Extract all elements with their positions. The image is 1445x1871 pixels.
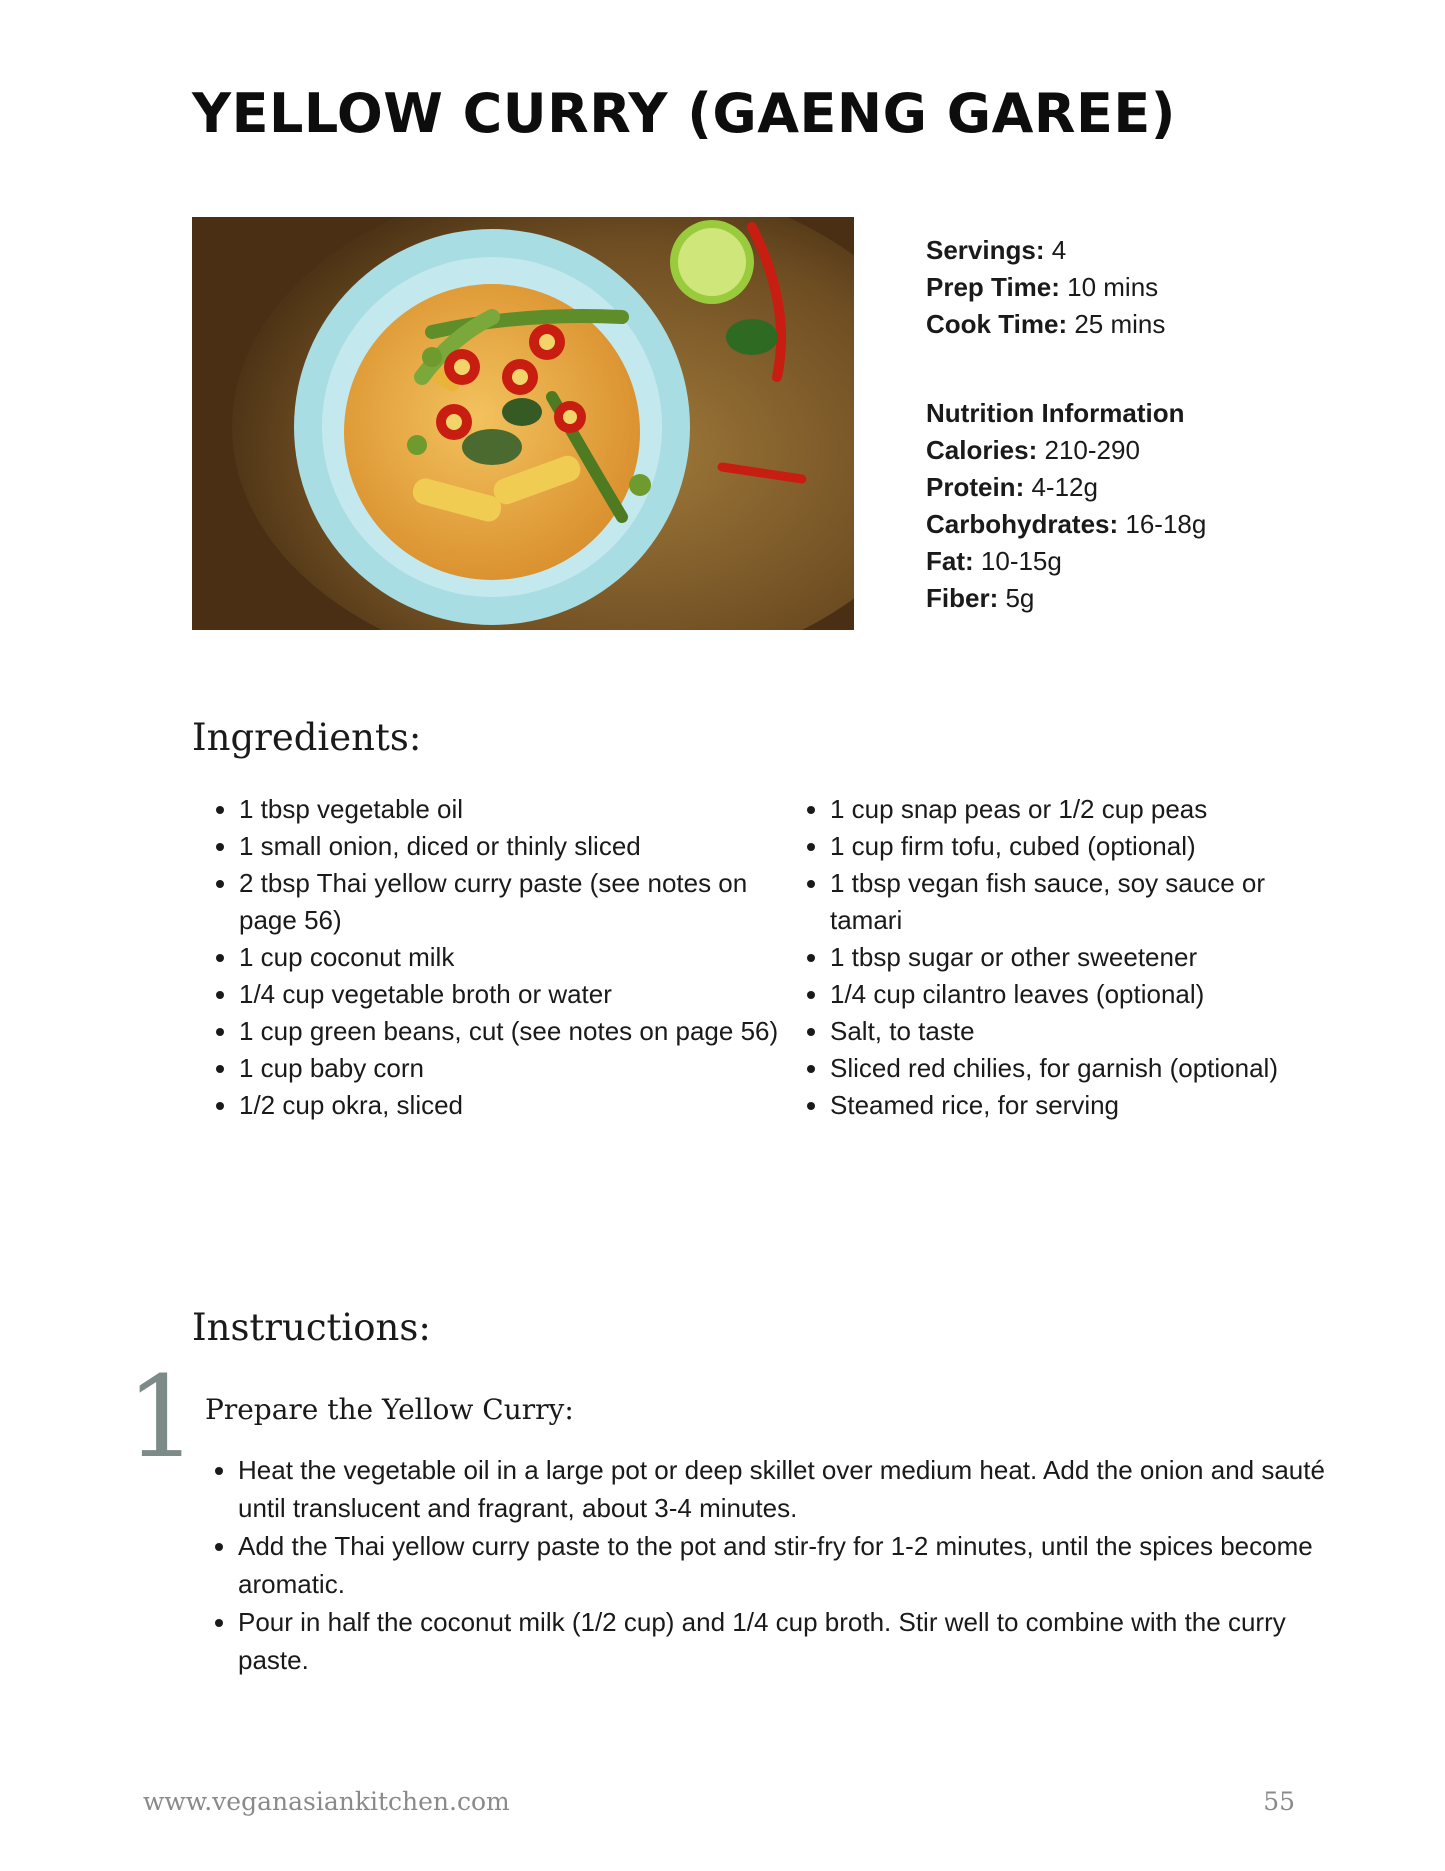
protein-value: 4-12g	[1024, 472, 1098, 502]
fat-row	[926, 543, 1206, 580]
carbohydrates-label: Carbohydrates:	[926, 509, 1119, 539]
ingredients-heading: Ingredients:	[192, 716, 422, 759]
prep-time-label: Prep Time:	[926, 272, 1060, 302]
fiber-label: Fiber:	[926, 583, 999, 613]
step-number: 1	[126, 1353, 198, 1483]
list-item: • 1 tbsp sugar or other sweetener	[830, 939, 1310, 976]
list-item: • 1 cup coconut milk	[239, 939, 779, 976]
cook-time-row	[926, 306, 1206, 343]
fiber-row	[926, 580, 1206, 617]
calories-row	[926, 432, 1206, 469]
curry-bowl-photo	[192, 217, 854, 630]
cook-time-value: 25 mins	[1067, 309, 1166, 339]
fat-label: Fat:	[926, 546, 974, 576]
list-item: • 1 tbsp vegetable oil	[239, 791, 779, 828]
carbohydrates-row	[926, 506, 1206, 543]
ingredients-list-left	[193, 791, 779, 1124]
protein-row	[926, 469, 1206, 506]
list-item: • 1 cup baby corn	[239, 1050, 779, 1087]
list-item: • Add the Thai yellow curry paste to the pot and stir-fry for 1-2 minutes, until the spices become aromatic.	[238, 1527, 1348, 1603]
cook-time-label: Cook Time:	[926, 309, 1068, 339]
list-item: • 1 small onion, diced or thinly sliced	[239, 828, 779, 865]
list-item: • 2 tbsp Thai yellow curry paste (see notes on page 56)	[239, 865, 779, 939]
list-item: • 1/4 cup cilantro leaves (optional)	[830, 976, 1310, 1013]
list-item: • 1 cup snap peas or 1/2 cup peas	[830, 791, 1310, 828]
list-item: • 1 cup firm tofu, cubed (optional)	[830, 828, 1310, 865]
recipe-title: YELLOW CURRY (GAENG GAREE)	[192, 82, 1176, 145]
fat-value: 10-15g	[973, 546, 1062, 576]
list-item: • Salt, to taste	[830, 1013, 1310, 1050]
step-title: Prepare the Yellow Curry:	[205, 1393, 574, 1426]
list-item: • Sliced red chilies, for garnish (optional)	[830, 1050, 1310, 1087]
list-item: • 1/2 cup okra, sliced	[239, 1087, 779, 1124]
page-number: 55	[1263, 1787, 1295, 1816]
list-item: • 1 cup green beans, cut (see notes on page 56)	[239, 1013, 779, 1050]
list-item: • Steamed rice, for serving	[830, 1087, 1310, 1124]
instructions-list	[192, 1451, 1348, 1679]
nutrition-heading-text: Nutrition Information	[926, 398, 1185, 428]
calories-label: Calories:	[926, 435, 1038, 465]
servings-label: Servings:	[926, 235, 1045, 265]
servings-value: 4	[1044, 235, 1067, 265]
list-item: • Pour in half the coconut milk (1/2 cup) and 1/4 cup broth. Stir well to combine with the curry paste.	[238, 1603, 1348, 1679]
curry-bowl-image	[192, 217, 854, 630]
recipe-meta	[926, 232, 1206, 617]
prep-time-value: 10 mins	[1059, 272, 1159, 302]
nutrition-heading	[926, 395, 1206, 432]
instructions-heading: Instructions:	[192, 1306, 431, 1349]
servings-row	[926, 232, 1206, 269]
list-item: • 1 tbsp vegan fish sauce, soy sauce or tamari	[830, 865, 1310, 939]
list-item: • 1/4 cup vegetable broth or water	[239, 976, 779, 1013]
prep-time-row	[926, 269, 1206, 306]
ingredients-list-right	[784, 791, 1310, 1124]
list-item: • Heat the vegetable oil in a large pot or deep skillet over medium heat. Add the onion and sauté until translucent and fragrant, about 3-4 minutes.	[238, 1451, 1348, 1527]
fiber-value: 5g	[998, 583, 1035, 613]
calories-value: 210-290	[1037, 435, 1140, 465]
carbohydrates-value: 16-18g	[1118, 509, 1207, 539]
footer-website-link[interactable]: www.veganasiankitchen.com	[143, 1787, 510, 1816]
protein-label: Protein:	[926, 472, 1025, 502]
